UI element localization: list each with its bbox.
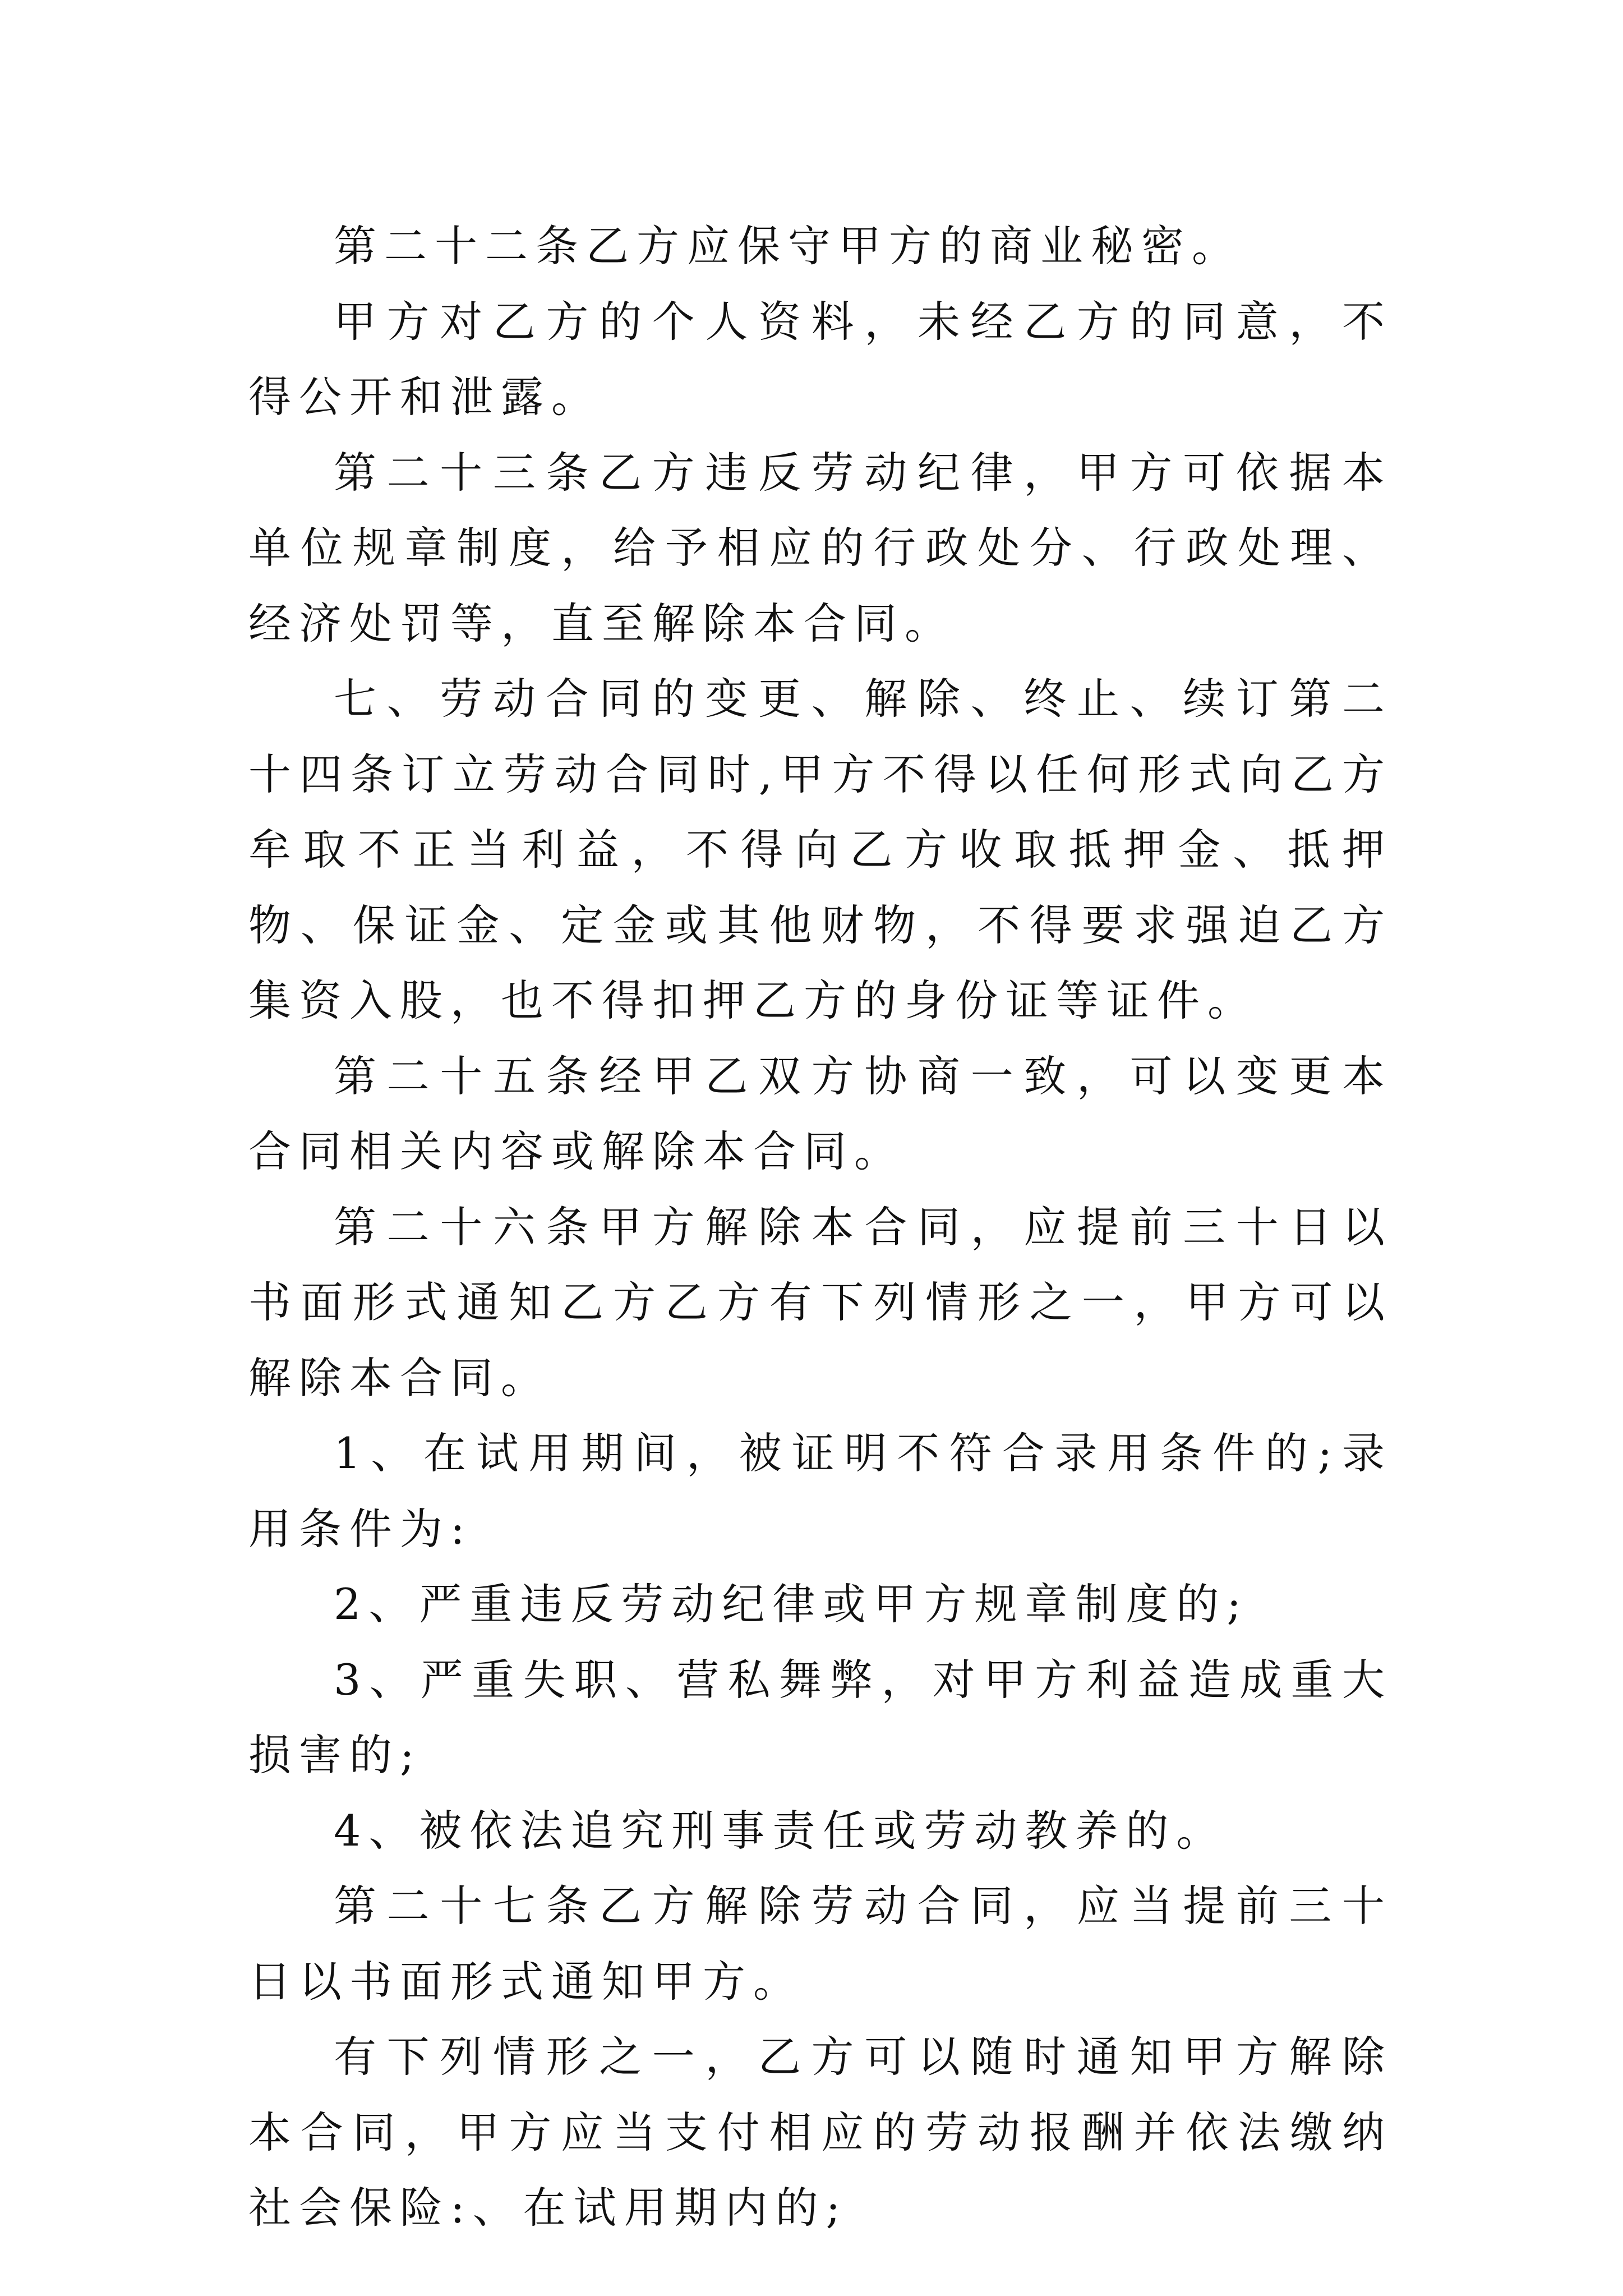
paragraph-article-26: 第二十六条甲方解除本合同，应提前三十日以书面形式通知乙方乙方有下列情形之一，甲方可以解除本合同。 xyxy=(248,1202,1393,1403)
document-body xyxy=(248,209,1393,2246)
list-item-3: 3、严重失职、营私舞弊，对甲方利益造成重大损害的; xyxy=(248,1654,1393,1780)
paragraph-personal-data: 甲方对乙方的个人资料，未经乙方的同意，不得公开和泄露。 xyxy=(248,296,1393,422)
list-item-1: 1、在试用期间，被证明不符合录用条件的;录用条件为: xyxy=(248,1428,1393,1554)
paragraph-section-7-article-24: 七、劳动合同的变更、解除、终止、续订第二十四条订立劳动合同时,甲方不得以任何形式向乙方牟取不正当利益，不得向乙方收取抵押金、抵押物、保证金、定金或其他财物，不得要求强迫乙方集资入股，也不得扣押乙方的身份证等证件。 xyxy=(248,674,1393,1025)
paragraph-article-22: 第二十二条乙方应保守甲方的商业秘密。 xyxy=(334,221,1242,271)
paragraph-article-27: 第二十七条乙方解除劳动合同，应当提前三十日以书面形式通知甲方。 xyxy=(248,1881,1393,2007)
list-item-2: 2、严重违反劳动纪律或甲方规章制度的; xyxy=(334,1579,1249,1629)
paragraph-immediate-termination: 有下列情形之一，乙方可以随时通知甲方解除本合同，甲方应当支付相应的劳动报酬并依法缴纳社会保险:、在试用期内的; xyxy=(248,2032,1393,2233)
list-item-4: 4、被依法追究刑事责任或劳动教养的。 xyxy=(334,1805,1227,1856)
paragraph-article-25: 第二十五条经甲乙双方协商一致，可以变更本合同相关内容或解除本合同。 xyxy=(248,1051,1393,1176)
paragraph-article-23: 第二十三条乙方违反劳动纪律，甲方可依据本单位规章制度，给予相应的行政处分、行政处理、经济处罚等，直至解除本合同。 xyxy=(248,447,1393,648)
